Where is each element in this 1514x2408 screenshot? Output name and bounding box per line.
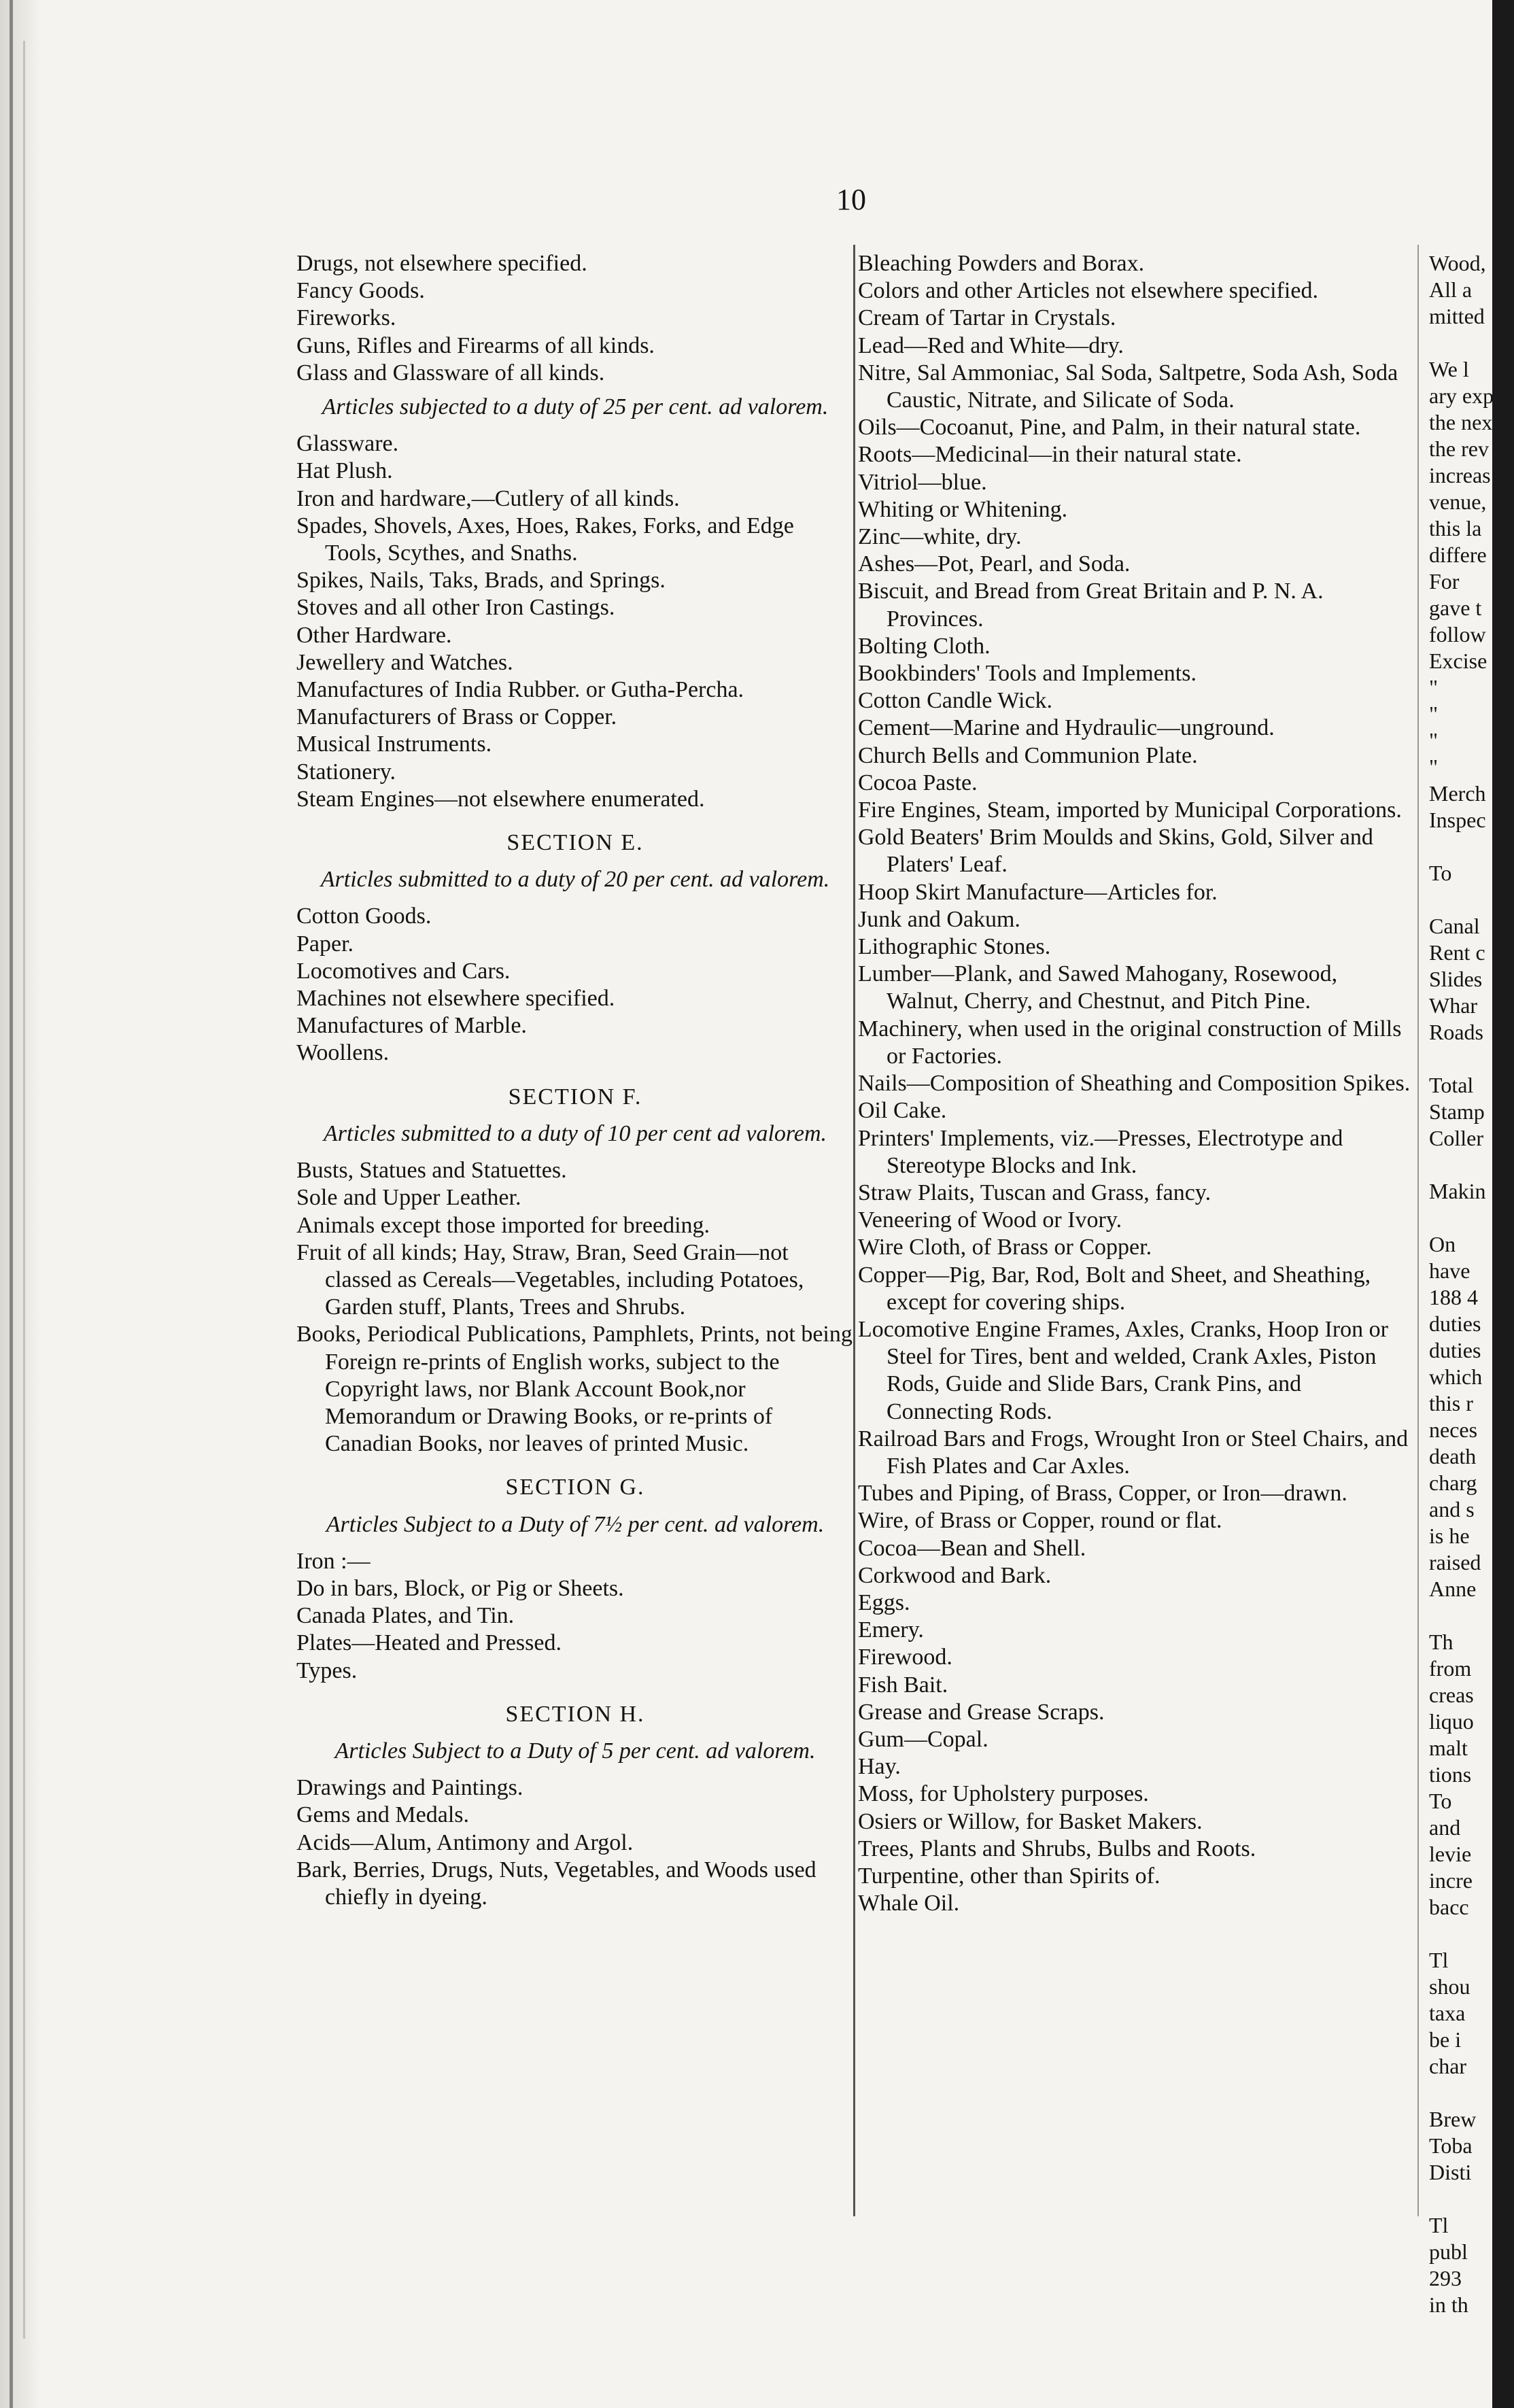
text-fragment: Whar — [1429, 993, 1478, 1018]
text-fragment — [1429, 2080, 1504, 2106]
list-item: Copper—Pig, Bar, Rod, Bolt and Sheet, and Sheathing, except for covering ships. — [858, 1262, 1371, 1315]
text-fragment: Brew — [1429, 2107, 1477, 2131]
text-fragment: char — [1429, 2054, 1467, 2078]
list-item: Paper. — [296, 931, 354, 957]
text-fragment: " — [1429, 702, 1439, 726]
list-item: Stationery. — [296, 759, 396, 785]
text-fragment: All a — [1429, 277, 1473, 302]
list-item: Spikes, Nails, Taks, Brads, and Springs. — [296, 568, 666, 594]
text-fragment: Canal — [1429, 914, 1480, 938]
text-fragment: taxa — [1429, 2001, 1466, 2025]
text-fragment: mitted — [1429, 304, 1485, 328]
text-fragment: For — [1429, 569, 1460, 594]
list-item: Locomotive Engine Frames, Axles, Cranks, Hoop Iron or Steel for Tires, bent and welded, Crank Axles, Piston Rods, Guide and Slide Bars, Crank Pins, and Connecting Rods. — [858, 1316, 1388, 1424]
text-fragment: and — [1429, 1815, 1461, 1840]
text-fragment: the nex — [1429, 410, 1493, 434]
text-fragment: tions — [1429, 1762, 1472, 1787]
text-fragment: Excise — [1429, 649, 1487, 673]
list-item: Printers' Implements, viz.—Presses, Electrotype and Stereotype Blocks and Ink. — [858, 1125, 1343, 1178]
list-item: Fireworks. — [296, 305, 396, 331]
list-item: Steam Engines—not elsewhere enumerated. — [296, 786, 705, 812]
text-fragment: the rev — [1429, 436, 1489, 461]
list-item: Cement—Marine and Hydraulic—unground. — [858, 715, 1275, 741]
text-fragment: duties — [1429, 1338, 1481, 1362]
text-fragment — [1429, 887, 1504, 913]
text-fragment: this la — [1429, 516, 1482, 540]
text-fragment: which — [1429, 1364, 1483, 1389]
list-item: Drawings and Paintings. — [296, 1775, 523, 1801]
list-item: Lead—Red and White—dry. — [858, 332, 1124, 358]
text-fragment: and s — [1429, 1497, 1475, 1521]
text-fragment: To — [1429, 861, 1452, 885]
list-item: Turpentine, other than Spirits of. — [858, 1863, 1160, 1889]
text-fragment: We l — [1429, 357, 1469, 381]
binding-mark — [10, 0, 13, 2408]
text-fragment: venue, — [1429, 489, 1487, 514]
list-item: Roots—Medicinal—in their natural state. — [858, 442, 1242, 468]
list-item: Jewellery and Watches. — [296, 649, 513, 675]
section-subheading: Articles Subject to a Duty of 7½ per cent. ad valorem. — [326, 1511, 825, 1537]
text-fragment — [1429, 1921, 1504, 1947]
text-fragment: Coller — [1429, 1126, 1483, 1150]
text-fragment: Tl — [1429, 2213, 1449, 2237]
list-item: Gems and Medals. — [296, 1802, 470, 1828]
list-item: Wire Cloth, of Brass or Copper. — [858, 1235, 1152, 1260]
list-item: Cotton Goods. — [296, 904, 432, 929]
text-fragment: duties — [1429, 1311, 1481, 1336]
list-item: Fire Engines, Steam, imported by Municipal Corporations. — [858, 797, 1402, 823]
text-fragment: publ — [1429, 2239, 1468, 2264]
list-item: Vitriol—blue. — [858, 469, 987, 495]
list-item: Trees, Plants and Shrubs, Bulbs and Roots. — [858, 1836, 1256, 1861]
list-item: Junk and Oakum. — [858, 906, 1020, 932]
text-fragment: differe — [1429, 543, 1487, 567]
list-item: Stoves and all other Iron Castings. — [296, 595, 615, 621]
right-column-fragments — [1429, 250, 1504, 2318]
list-item: Osiers or Willow, for Basket Makers. — [858, 1808, 1203, 1834]
text-fragment: Toba — [1429, 2133, 1473, 2158]
list-item: Lumber—Plank, and Sawed Mahogany, Rosewood, Walnut, Cherry, and Chestnut, and Pitch Pine. — [858, 961, 1338, 1014]
list-item: Bookbinders' Tools and Implements. — [858, 661, 1197, 687]
page-number: 10 — [836, 183, 866, 216]
list-item: Manufactures of Marble. — [296, 1013, 527, 1039]
text-fragment: malt — [1429, 1736, 1468, 1760]
list-item: Oils—Cocoanut, Pine, and Palm, in their natural state. — [858, 415, 1361, 441]
list-item: Manufactures of India Rubber. or Gutha-Percha. — [296, 677, 744, 703]
list-item: Locomotives and Cars. — [296, 958, 511, 984]
list-item: Corkwood and Bark. — [858, 1562, 1052, 1588]
list-item: Whiting or Whitening. — [858, 496, 1068, 522]
text-fragment — [1429, 1602, 1504, 1629]
text-fragment: incre — [1429, 1868, 1473, 1893]
list-item: Bark, Berries, Drugs, Nuts, Vegetables, and Woods used chiefly in dyeing. — [296, 1857, 816, 1910]
text-fragment: Roads — [1429, 1020, 1483, 1044]
text-fragment: follow — [1429, 622, 1486, 647]
text-fragment: Tl — [1429, 1948, 1449, 1972]
list-item: Emery. — [858, 1617, 924, 1643]
text-fragment: Anne — [1429, 1577, 1477, 1601]
list-item: Machinery, when used in the original construction of Mills or Factories. — [858, 1016, 1402, 1069]
text-fragment — [1429, 833, 1504, 860]
list-item: Cotton Candle Wick. — [858, 688, 1053, 714]
list-item: Guns, Rifles and Firearms of all kinds. — [296, 332, 655, 358]
list-item: Other Hardware. — [296, 622, 452, 648]
list-item: Glassware. — [296, 431, 399, 457]
list-item: Hay. — [858, 1754, 901, 1780]
list-item: Iron :— — [296, 1548, 371, 1574]
text-fragment: increas — [1429, 463, 1491, 487]
list-item: Gum—Copal. — [858, 1726, 988, 1752]
text-fragment: Disti — [1429, 2160, 1472, 2184]
list-item: Machines not elsewhere specified. — [296, 986, 615, 1012]
list-item: Veneering of Wood or Ivory. — [858, 1207, 1122, 1233]
text-fragment: " — [1429, 728, 1439, 753]
list-item: Glass and Glassware of all kinds. — [296, 360, 605, 385]
list-item: Nails—Composition of Sheathing and Composition Spikes. — [858, 1071, 1411, 1097]
list-item: Fish Bait. — [858, 1672, 948, 1698]
section-subheading: Articles submitted to a duty of 10 per cent ad valorem. — [324, 1120, 827, 1146]
list-item: Church Bells and Communion Plate. — [858, 742, 1198, 768]
text-fragment: be i — [1429, 2027, 1462, 2052]
section-subheading: Articles Subject to a Duty of 5 per cent. ad valorem. — [334, 1738, 816, 1764]
text-fragment: To — [1429, 1789, 1452, 1813]
list-item: Canada Plates, and Tin. — [296, 1603, 515, 1629]
list-item: Hat Plush. — [296, 458, 393, 484]
list-item: Drugs, not elsewhere specified. — [296, 251, 587, 276]
list-item: Manufacturers of Brass or Copper. — [296, 704, 617, 730]
list-item: Whale Oil. — [858, 1891, 960, 1916]
text-fragment: Wood, — [1429, 251, 1486, 275]
text-fragment: is he — [1429, 1524, 1470, 1548]
list-item: Straw Plaits, Tuscan and Grass, fancy. — [858, 1180, 1211, 1205]
text-fragment — [1429, 1046, 1504, 1072]
list-item: Wire, of Brass or Copper, round or flat. — [858, 1508, 1222, 1534]
section-subheading: Articles submitted to a duty of 20 per cent. ad valorem. — [320, 867, 830, 893]
list-item: Woollens. — [296, 1040, 390, 1066]
text-fragment: Makin — [1429, 1179, 1486, 1203]
list-item: Nitre, Sal Ammoniac, Sal Soda, Saltpetre, Soda Ash, Soda Caustic, Nitrate, and Silicate of Soda. — [858, 360, 1398, 413]
text-fragment — [1429, 2186, 1504, 2212]
list-item: Grease and Grease Scraps. — [858, 1699, 1105, 1725]
list-item: Oil Cake. — [858, 1098, 947, 1124]
list-item: Plates—Heated and Pressed. — [296, 1630, 562, 1656]
list-item: Acids—Alum, Antimony and Argol. — [296, 1829, 634, 1855]
list-item: Zinc—white, dry. — [858, 524, 1022, 550]
list-item: Colors and other Articles not elsewhere specified. — [858, 278, 1318, 304]
text-fragment: 188 4 — [1429, 1285, 1478, 1309]
list-item: Busts, Statues and Statuettes. — [296, 1158, 567, 1184]
text-fragment: Merch — [1429, 781, 1486, 806]
list-item: Tubes and Piping, of Brass, Copper, or Iron—drawn. — [858, 1481, 1347, 1507]
text-fragment — [1429, 1152, 1504, 1178]
text-fragment: from — [1429, 1656, 1472, 1681]
list-item: Ashes—Pot, Pearl, and Soda. — [858, 551, 1131, 577]
section-heading: SECTION F. — [508, 1084, 642, 1110]
list-item: Types. — [296, 1657, 358, 1683]
section-subheading: Articles subjected to a duty of 25 per cent. ad valorem. — [322, 394, 829, 420]
list-item: Do in bars, Block, or Pig or Sheets. — [296, 1575, 624, 1601]
section-heading: SECTION H. — [505, 1701, 645, 1727]
text-fragment: this r — [1429, 1391, 1473, 1415]
text-fragment: liquo — [1429, 1709, 1474, 1734]
text-fragment: Stamp — [1429, 1099, 1485, 1124]
list-item: Cocoa—Bean and Shell. — [858, 1535, 1086, 1561]
list-item: Hoop Skirt Manufacture—Articles for. — [858, 879, 1218, 905]
text-fragment: Rent c — [1429, 940, 1485, 965]
text-fragment: shou — [1429, 1974, 1470, 1999]
text-fragment: have — [1429, 1258, 1470, 1283]
list-item: Books, Periodical Publications, Pamphlets, Prints, not being Foreign re-prints of English works, subject to the Copyright laws, nor Blank Account Book,nor Memorandum or Drawing Books, or re-prints of Canadian Books, nor leaves of printed Music. — [296, 1322, 853, 1457]
section-heading: SECTION G. — [505, 1475, 645, 1500]
list-item: Musical Instruments. — [296, 732, 492, 757]
list-item: Gold Beaters' Brim Moulds and Skins, Gold, Silver and Platers' Leaf. — [858, 825, 1373, 878]
list-item: Spades, Shovels, Axes, Hoes, Rakes, Forks, and Edge Tools, Scythes, and Snaths. — [296, 513, 794, 566]
text-fragment: neces — [1429, 1417, 1478, 1442]
text-fragment: ary exp — [1429, 383, 1494, 408]
list-item: Moss, for Upholstery purposes. — [858, 1781, 1149, 1807]
text-fragment: levie — [1429, 1842, 1472, 1866]
list-item: Bleaching Powders and Borax. — [858, 251, 1145, 276]
list-item: Animals except those imported for breeding. — [296, 1212, 710, 1238]
list-item: Sole and Upper Leather. — [296, 1185, 521, 1211]
text-fragment: creas — [1429, 1683, 1474, 1707]
list-item: Firewood. — [858, 1645, 952, 1670]
text-fragment: bacc — [1429, 1895, 1469, 1919]
text-fragment — [1429, 1205, 1504, 1231]
list-item: Eggs. — [858, 1589, 910, 1615]
middle-column — [858, 250, 1411, 1917]
text-fragment: Inspec — [1429, 808, 1486, 832]
text-fragment — [1429, 330, 1504, 356]
text-fragment: On — [1429, 1232, 1456, 1256]
list-item: Bolting Cloth. — [858, 633, 991, 659]
page-left-edge — [0, 0, 41, 2408]
text-fragment: 293 — [1429, 2266, 1462, 2290]
binding-mark-faint — [23, 41, 25, 2339]
left-column — [296, 250, 854, 1911]
list-item: Biscuit, and Bread from Great Britain and P. N. A. Provinces. — [858, 579, 1324, 632]
text-fragment: Total — [1429, 1073, 1474, 1097]
section-heading: SECTION E. — [506, 830, 644, 856]
text-fragment: in th — [1429, 2292, 1468, 2317]
text-fragment: gave t — [1429, 596, 1482, 620]
column-rule-right — [1417, 245, 1419, 2216]
list-item: Railroad Bars and Frogs, Wrought Iron or Steel Chairs, and Fish Plates and Car Axles. — [858, 1426, 1409, 1479]
text-fragment: Slides — [1429, 967, 1483, 991]
list-item: Lithographic Stones. — [858, 934, 1051, 960]
text-fragment: " — [1429, 755, 1439, 779]
list-item: Fancy Goods. — [296, 278, 425, 304]
text-fragment: death — [1429, 1444, 1477, 1468]
list-item: Iron and hardware,—Cutlery of all kinds. — [296, 485, 680, 511]
list-item: Cocoa Paste. — [858, 770, 978, 795]
text-fragment: Th — [1429, 1630, 1453, 1654]
text-fragment: raised — [1429, 1550, 1481, 1575]
list-item: Fruit of all kinds; Hay, Straw, Bran, Seed Grain—not classed as Cereals—Vegetables, including Potatoes, Garden stuff, Plants, Trees and Shrubs. — [296, 1239, 804, 1320]
text-fragment: " — [1429, 675, 1439, 700]
list-item: Cream of Tartar in Crystals. — [858, 305, 1116, 331]
text-fragment: charg — [1429, 1470, 1477, 1495]
